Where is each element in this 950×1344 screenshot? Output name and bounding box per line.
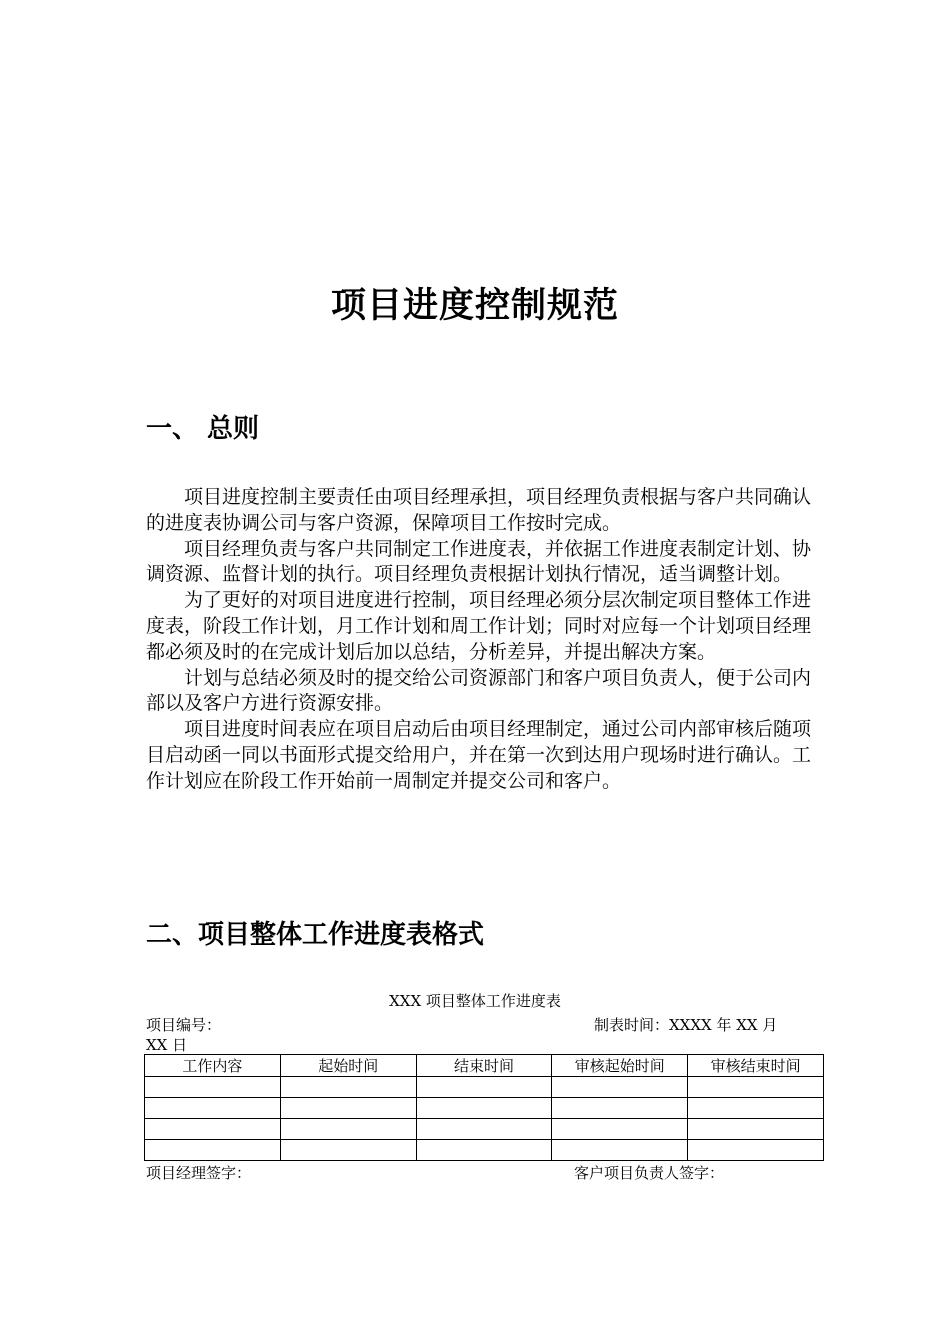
table-cell	[416, 1077, 552, 1098]
table-cell	[552, 1119, 688, 1140]
project-number-label: 项目编号：	[146, 1016, 222, 1034]
section-heading-general: 一、 总则	[146, 414, 260, 444]
table-cell	[280, 1077, 416, 1098]
paragraph: 项目进度控制主要责任由项目经理承担，项目经理负责根据与客户共同确认的进度表协调公司与客户资源，保障项目工作按时完成。	[146, 486, 812, 534]
column-header: 结束时间	[416, 1055, 552, 1077]
paragraph: 项目经理负责与客户共同制定工作进度表，并依据工作进度表制定计划、协调资源、监督计划的执行。项目经理负责根据计划执行情况，适当调整计划。	[146, 537, 812, 586]
table-header-row	[145, 1055, 824, 1077]
table-cell	[688, 1077, 824, 1098]
table-cell	[688, 1119, 824, 1140]
table-row	[145, 1119, 824, 1140]
section-heading-schedule-format: 二、项目整体工作进度表格式	[146, 920, 485, 950]
table-row	[145, 1140, 824, 1161]
table-cell	[416, 1098, 552, 1119]
column-header: 审核起始时间	[552, 1055, 688, 1077]
schedule-table	[144, 1054, 824, 1161]
table-cell	[145, 1098, 281, 1119]
table-title: XXX 项目整体工作进度表	[389, 992, 561, 1010]
table-cell	[416, 1140, 552, 1161]
paragraph: 项目进度时间表应在项目启动后由项目经理制定，通过公司内部审核后随项目启动函一同以书面形式提交给用户，并在第一次到达用户现场时进行确认。工作计划应在阶段工作开始前一周制定并提交公司和客户。	[146, 718, 812, 792]
table-cell	[416, 1119, 552, 1140]
table-cell	[688, 1098, 824, 1119]
document-title: 项目进度控制规范	[330, 286, 619, 326]
paragraph: 为了更好的对项目进度进行控制，项目经理必须分层次制定项目整体工作进度表，阶段工作计划，月工作计划和周工作计划；同时对应每一个计划项目经理都必须及时的在完成计划后加以总结，分析差异，并提出解决方案。	[146, 589, 812, 663]
table-cell	[552, 1077, 688, 1098]
paragraph: 计划与总结必须及时的提交给公司资源部门和客户项目负责人，便于公司内部以及客户方进行资源安排。	[146, 666, 812, 715]
column-header: 工作内容	[145, 1055, 281, 1077]
table-cell	[145, 1119, 281, 1140]
column-header: 审核结束时间	[688, 1055, 824, 1077]
table-cell	[280, 1140, 416, 1161]
table-cell	[145, 1140, 281, 1161]
table-cell	[552, 1140, 688, 1161]
section-body-general	[146, 485, 811, 795]
column-header: 起始时间	[280, 1055, 416, 1077]
table-cell	[552, 1098, 688, 1119]
pm-signature-label: 项目经理签字：	[146, 1164, 252, 1182]
client-signature-label: 客户项目负责人签字：	[574, 1164, 725, 1182]
table-date-label-continued: XX 日	[146, 1036, 188, 1054]
table-date-label: 制表时间：XXXX 年 XX 月	[594, 1016, 778, 1034]
table-cell	[280, 1098, 416, 1119]
table-cell	[688, 1140, 824, 1161]
table-cell	[280, 1119, 416, 1140]
table-cell	[145, 1077, 281, 1098]
table-row	[145, 1077, 824, 1098]
table-row	[145, 1098, 824, 1119]
